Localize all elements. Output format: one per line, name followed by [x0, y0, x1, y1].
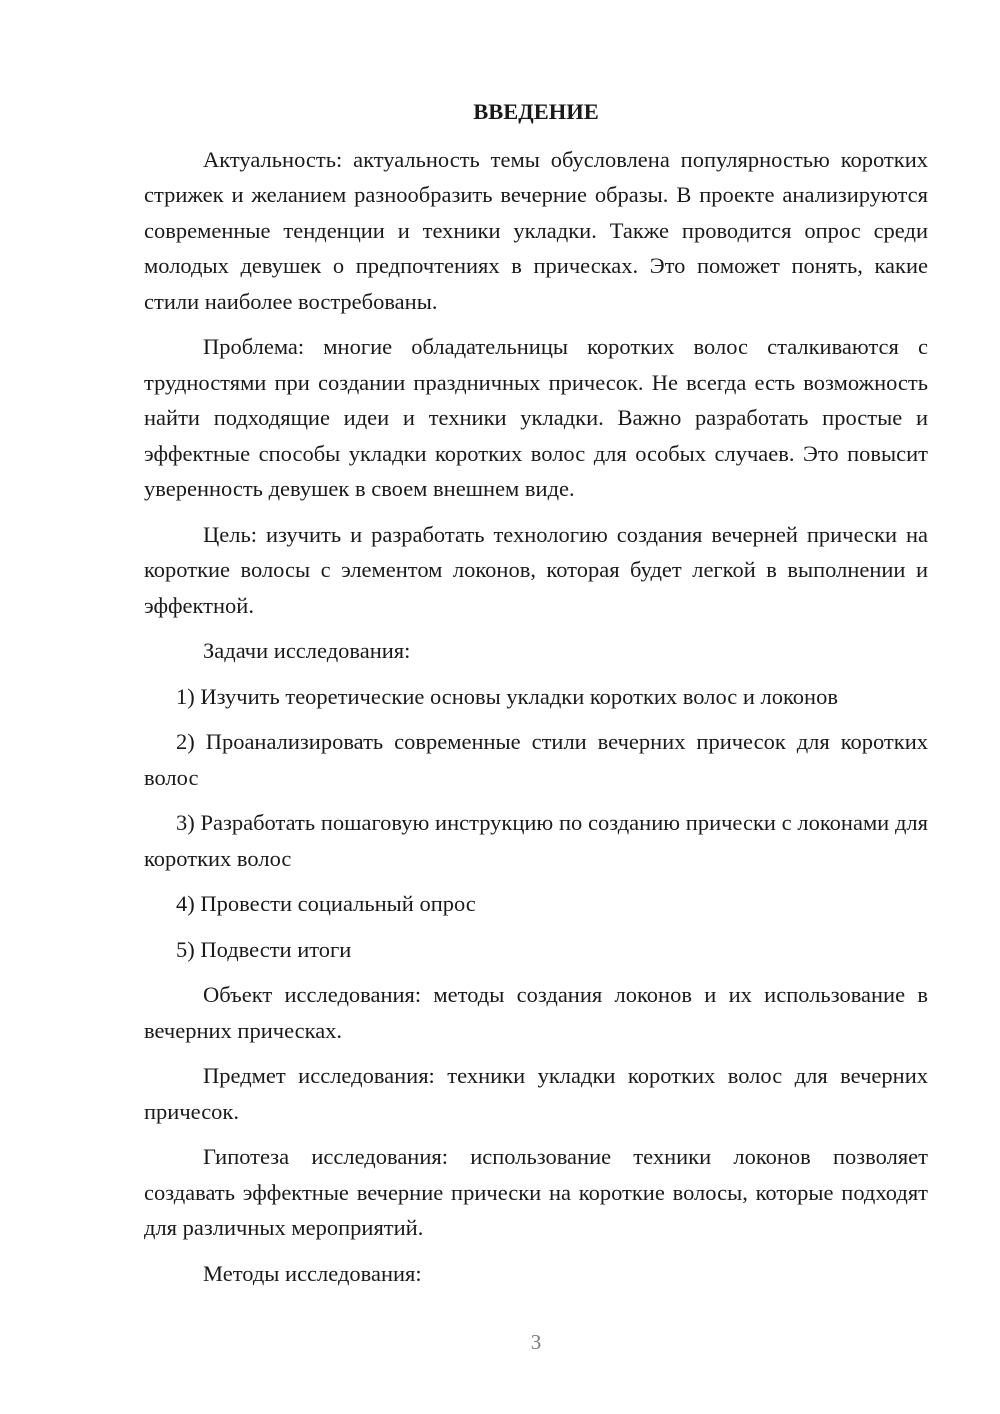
- task-item: 2) Проанализировать современные стили вечерних причесок для коротких волос: [144, 729, 928, 790]
- section-title: ВВЕДЕНИЕ: [473, 99, 599, 124]
- task-item: 4) Провести социальный опрос: [176, 891, 476, 916]
- problem-paragraph: Проблема: многие обладательницы коротких волос сталкиваются с трудностями при создании праздничных причесок. Не всегда есть возможность найти подходящие идеи и техники укладки. Важно разработать простые и эффектные способы укладки коротких волос для особых случаев. Это повысит уверенность девушек в своем внешнем виде.: [144, 334, 928, 501]
- relevance-paragraph: Актуальность: актуальность темы обусловлена популярностью коротких стрижек и желанием разнообразить вечерние образы. В проекте анализируются современные тенденции и техники укладки. Также проводится опрос среди молодых девушек о предпочтениях в прическах. Это поможет понять, какие стили наиболее востребованы.: [144, 146, 928, 314]
- task-item: 5) Подвести итоги: [176, 936, 352, 962]
- subject-paragraph: Предмет исследования: техники укладки коротких волос для вечерних причесок.: [144, 1063, 928, 1124]
- page-number: 3: [530, 1330, 542, 1354]
- page-content: [144, 94, 928, 1301]
- task-item: 1) Изучить теоретические основы укладки коротких волос и локонов: [176, 683, 838, 709]
- methods-heading: Методы исследования:: [203, 1260, 422, 1286]
- task-item: 3) Разработать пошаговую инструкцию по созданию прически с локонами для коротких волос: [144, 810, 928, 871]
- hypothesis-paragraph: Гипотеза исследования: использование техники локонов позволяет создавать эффектные вечерние прически на короткие волосы, которые подходят для различных мероприятий.: [144, 1144, 928, 1240]
- tasks-heading: Задачи исследования:: [203, 638, 411, 663]
- goal-paragraph: Цель: изучить и разработать технологию создания вечерней прически на короткие волосы с элементом локонов, которая будет легкой в выполнении и эффектной.: [144, 521, 928, 618]
- object-paragraph: Объект исследования: методы создания локонов и их использование в вечерних прическах.: [144, 982, 928, 1043]
